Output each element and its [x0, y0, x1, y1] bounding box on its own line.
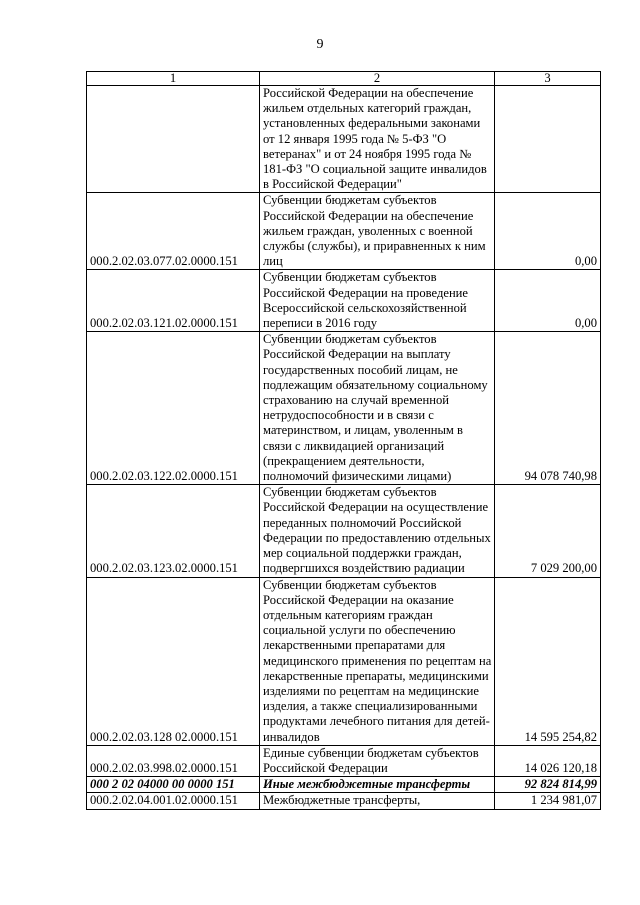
row-name: Субвенции бюджетам субъектов Российской Федерации на обеспечение жильем граждан, уволенных с военной службы (службы), и приравненных к ним лиц — [260, 193, 495, 270]
table-row — [87, 332, 601, 485]
row-amount: 14 595 254,82 — [495, 577, 601, 745]
budget-table — [86, 71, 601, 810]
page-number: 9 — [316, 37, 324, 52]
row-name: Российской Федерации на обеспечение жильем отдельных категорий граждан, установленных федеральными законами от 12 января 1995 года № 5-ФЗ "О ветеранах" и от 24 ноября 1995 года № 181-ФЗ "О социальной защите инвалидов в Российской Федерации" — [260, 86, 495, 193]
row-amount: 0,00 — [495, 270, 601, 332]
header-col-3: 3 — [495, 72, 601, 86]
header-row — [87, 72, 601, 86]
row-amount — [495, 86, 601, 193]
header-col-1: 1 — [87, 72, 260, 86]
table-row — [87, 577, 601, 745]
table-row — [87, 745, 601, 776]
row-name: Иные межбюджетные трансферты — [260, 777, 495, 793]
table-row — [87, 485, 601, 577]
row-name: Субвенции бюджетам субъектов Российской Федерации на проведение Всероссийской сельскохозяйственной переписи в 2016 году — [260, 270, 495, 332]
row-code — [87, 86, 260, 193]
header-col-2: 2 — [260, 72, 495, 86]
row-name: Межбюджетные трансферты, — [260, 793, 495, 809]
row-amount: 0,00 — [495, 193, 601, 270]
row-amount: 94 078 740,98 — [495, 332, 601, 485]
row-code: 000.2.02.03.998.02.0000.151 — [87, 745, 260, 776]
row-code: 000.2.02.03.077.02.0000.151 — [87, 193, 260, 270]
row-amount: 7 029 200,00 — [495, 485, 601, 577]
row-code: 000.2.02.03.123.02.0000.151 — [87, 485, 260, 577]
row-name: Субвенции бюджетам субъектов Российской Федерации на осуществление переданных полномочий Российской Федерации по предоставлению отдельных мер социальной поддержки граждан, подвергшихся воздействию радиации — [260, 485, 495, 577]
table-row-subtotal — [87, 777, 601, 793]
row-name: Субвенции бюджетам субъектов Российской Федерации на оказание отдельным категориям граждан социальной услуги по обеспечению лекарственными препаратами для медицинского применения по рецептам на лекарственные препараты, медицинскими изделиями по рецептам на медицинские изделия, а также специализированными продуктами лечебного питания для детей-инвалидов — [260, 577, 495, 745]
row-code: 000.2.02.04.001.02.0000.151 — [87, 793, 260, 809]
row-code: 000 2 02 04000 00 0000 151 — [87, 777, 260, 793]
table-row — [87, 270, 601, 332]
row-amount: 92 824 814,99 — [495, 777, 601, 793]
table-row — [87, 86, 601, 193]
row-code: 000.2.02.03.121.02.0000.151 — [87, 270, 260, 332]
table-row — [87, 793, 601, 809]
row-amount: 1 234 981,07 — [495, 793, 601, 809]
row-name: Субвенции бюджетам субъектов Российской Федерации на выплату государственных пособий лицам, не подлежащим обязательному социальному страхованию на случай временной нетрудоспособности и в связи с материнством, и лицам, уволенным в связи с ликвидацией организаций (прекращением деятельности, полномочий физическими лицами) — [260, 332, 495, 485]
row-code: 000.2.02.03.128 02.0000.151 — [87, 577, 260, 745]
row-amount: 14 026 120,18 — [495, 745, 601, 776]
row-name: Единые субвенции бюджетам субъектов Российской Федерации — [260, 745, 495, 776]
row-code: 000.2.02.03.122.02.0000.151 — [87, 332, 260, 485]
table-row — [87, 193, 601, 270]
